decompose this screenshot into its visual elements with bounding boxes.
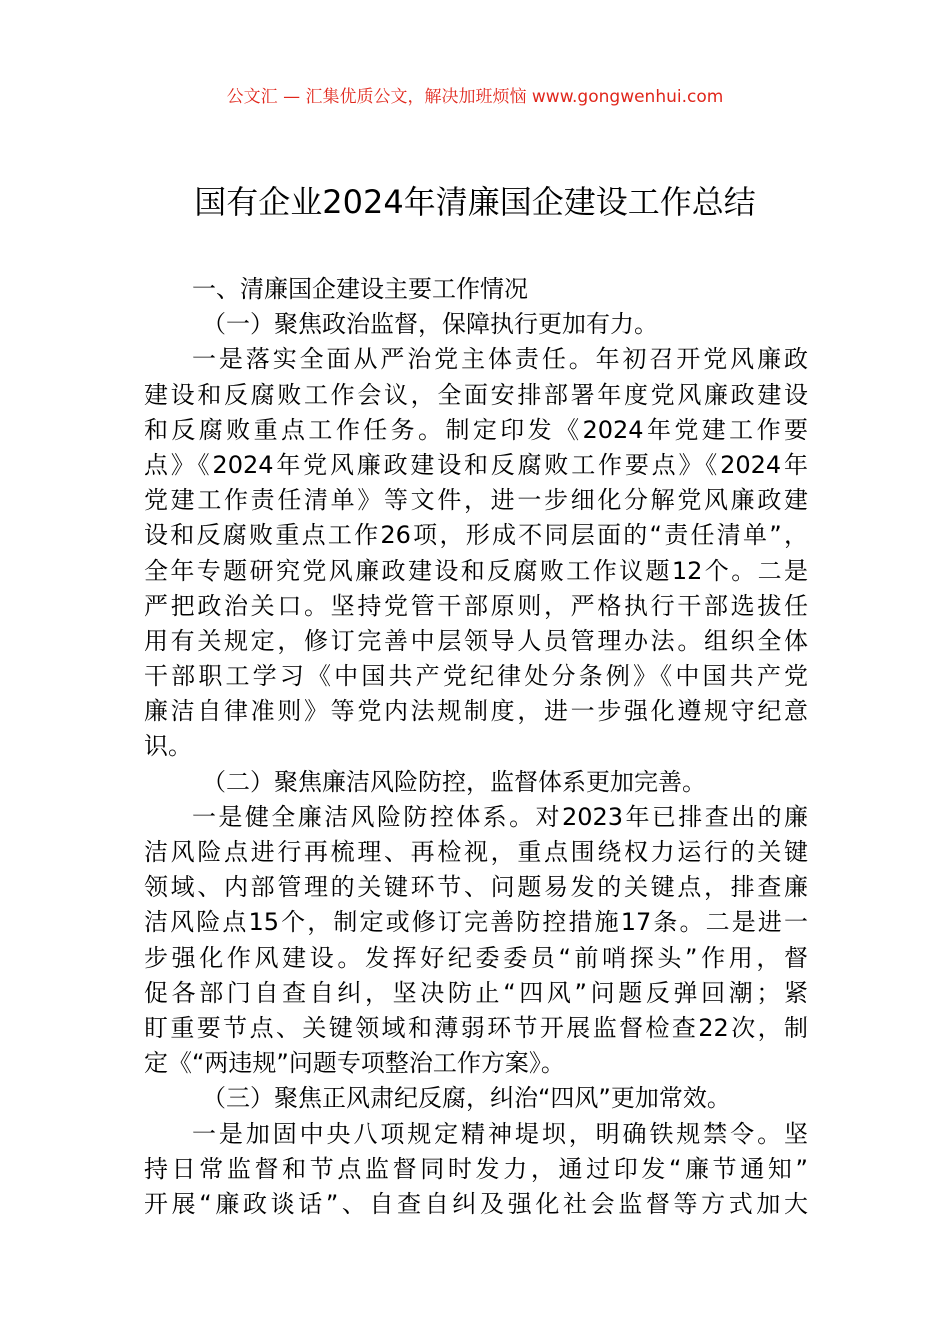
paragraph-line: 洁风险点15个，制定或修订完善防控措施17条。二是进一 xyxy=(144,908,808,937)
paragraph-line: 开展“廉政谈话”、自查自纠及强化社会监督等方式加大 xyxy=(144,1189,808,1218)
paragraph-line: 一是健全廉洁风险防控体系。对2023年已排查出的廉 xyxy=(192,802,808,831)
paragraph-line: 领域、内部管理的关键环节、问题易发的关键点，排查廉 xyxy=(144,873,808,902)
paragraph-line: 一是加固中央八项规定精神堤坝，明确铁规禁令。坚 xyxy=(192,1119,808,1148)
paragraph-line: 设和反腐败重点工作26项，形成不同层面的“责任清单”， xyxy=(144,521,808,550)
subsection-heading: （二）聚焦廉洁风险防控，监督体系更加完善。 xyxy=(202,767,706,796)
paragraph-line: 一是落实全面从严治党主体责任。年初召开党风廉政 xyxy=(192,345,808,374)
paragraph-line: 用有关规定，修订完善中层领导人员管理办法。组织全体 xyxy=(144,626,808,655)
subsection-heading: （三）聚焦正风肃纪反腐，纠治“四风”更加常效。 xyxy=(202,1084,731,1113)
site-watermark-header: 公文汇 — 汇集优质公文，解决加班烦恼 www.gongwenhui.com xyxy=(226,87,724,107)
paragraph-line: 盯重要节点、关键领域和薄弱环节开展监督检查22次，制 xyxy=(144,1013,808,1042)
paragraph-line: 定《“两违规”问题专项整治工作方案》。 xyxy=(144,1049,565,1078)
paragraph-line: 严把政治关口。坚持党管干部原则，严格执行干部选拔任 xyxy=(144,591,808,620)
paragraph-line: 步强化作风建设。发挥好纪委委员“前哨探头”作用，督 xyxy=(144,943,808,972)
paragraph-line: 廉洁自律准则》等党内法规制度，进一步强化遵规守纪意 xyxy=(144,697,808,726)
paragraph-line: 促各部门自查自纠，坚决防止“四风”问题反弹回潮；紧 xyxy=(144,978,808,1007)
paragraph-line: 和反腐败重点工作任务。制定印发《2024年党建工作要 xyxy=(144,415,808,444)
paragraph-line: 建设和反腐败工作会议，全面安排部署年度党风廉政建设 xyxy=(144,380,808,409)
paragraph-line: 点》《2024年党风廉政建设和反腐败工作要点》《2024年 xyxy=(144,450,808,479)
document-title: 国有企业2024年清廉国企建设工作总结 xyxy=(194,183,756,221)
document-body xyxy=(144,272,808,1222)
paragraph-line: 党建工作责任清单》等文件，进一步细化分解党风廉政建 xyxy=(144,486,808,515)
paragraph-line: 干部职工学习《中国共产党纪律处分条例》《中国共产党 xyxy=(144,662,808,691)
section-heading: 一、清廉国企建设主要工作情况 xyxy=(192,275,528,303)
paragraph-line: 识。 xyxy=(144,732,192,761)
paragraph-line: 全年专题研究党风廉政建设和反腐败工作议题12个。二是 xyxy=(144,556,808,585)
paragraph-line: 持日常监督和节点监督同时发力，通过印发“廉节通知” xyxy=(144,1154,808,1183)
subsection-heading: （一）聚焦政治监督，保障执行更加有力。 xyxy=(202,310,658,339)
paragraph-line: 洁风险点进行再梳理、再检视，重点围绕权力运行的关键 xyxy=(144,838,808,866)
